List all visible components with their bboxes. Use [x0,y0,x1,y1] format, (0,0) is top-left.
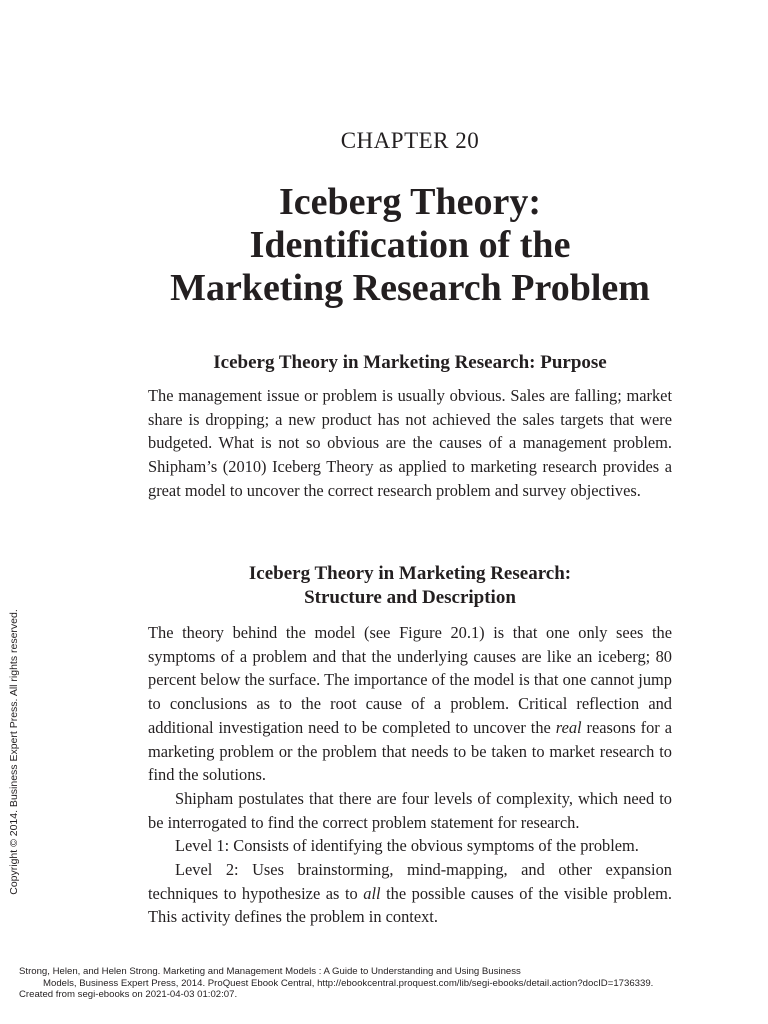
paragraph-text: The theory behind the model (see Figure 20.1) is that one only sees the symptoms of a problem and that the underlying causes are like an iceberg; 80 percent below the surface. The importance of the model is that one cannot jump to conclusions as to the root cause of a problem. Critical reflection and additional investigation need to be completed to uncover the [148,623,672,737]
side-copyright-notice: Copyright © 2014. Business Expert Press. All rights reserved. [8,609,20,895]
chapter-title-line: Iceberg Theory: [278,181,542,223]
paragraph [148,621,672,787]
paragraph-text: Level 2: Uses brainstorming, mind-mapping, and other expansion techniques to hypothesize as to [148,860,672,903]
emphasis-text: all [363,883,381,903]
footer-line[interactable]: Models, Business Expert Press, 2014. ProQuest Ebook Central, http://ebookcentral.proquest.com/lib/segi-ebooks/detail.action?docID=1736339. [43,977,654,989]
chapter-title [130,181,690,310]
paragraph [148,858,672,929]
footer-citation [19,966,759,1001]
section-body-structure [148,621,672,929]
chapter-title-line: Marketing Research Problem [170,267,650,309]
section-heading-line: Structure and Description [304,587,516,608]
section-heading-purpose [148,351,672,375]
paragraph-text: reasons for a marketing problem or the problem that needs to be taken to market research to find the solutions. [148,717,672,785]
section-body-purpose [148,384,672,503]
side-margin [0,0,28,1024]
section-heading-structure [148,562,672,610]
paragraph: Shipham postulates that there are four levels of complexity, which need to be interrogated to find the correct problem statement for research. [148,788,672,832]
emphasis-text: real [555,717,582,737]
footer-line: Strong, Helen, and Helen Strong. Marketing and Management Models : A Guide to Understanding and Using Business [19,966,521,977]
footer-line: Created from segi-ebooks on 2021-04-03 01:02:07. [19,989,238,1000]
paragraph-text: the possible causes of the visible problem. This activity defines the problem in context. [148,883,672,927]
chapter-label: CHAPTER 20 [340,128,480,153]
section-heading-line: Iceberg Theory in Marketing Research: Purpose [213,352,607,373]
chapter-title-line: Identification of the [249,224,571,266]
paragraph: The management issue or problem is usually obvious. Sales are falling; market share is dropping; a new product has not achieved the sales targets that were budgeted. What is not so obvious are the causes of a management problem. Shipham’s (2010) Iceberg Theory as applied to marketing research provides a great model to uncover the correct research problem and survey objectives. [148,386,672,500]
section-heading-line: Iceberg Theory in Marketing Research: [248,563,572,584]
paragraph: Level 1: Consists of identifying the obvious symptoms of the problem. [175,836,639,856]
